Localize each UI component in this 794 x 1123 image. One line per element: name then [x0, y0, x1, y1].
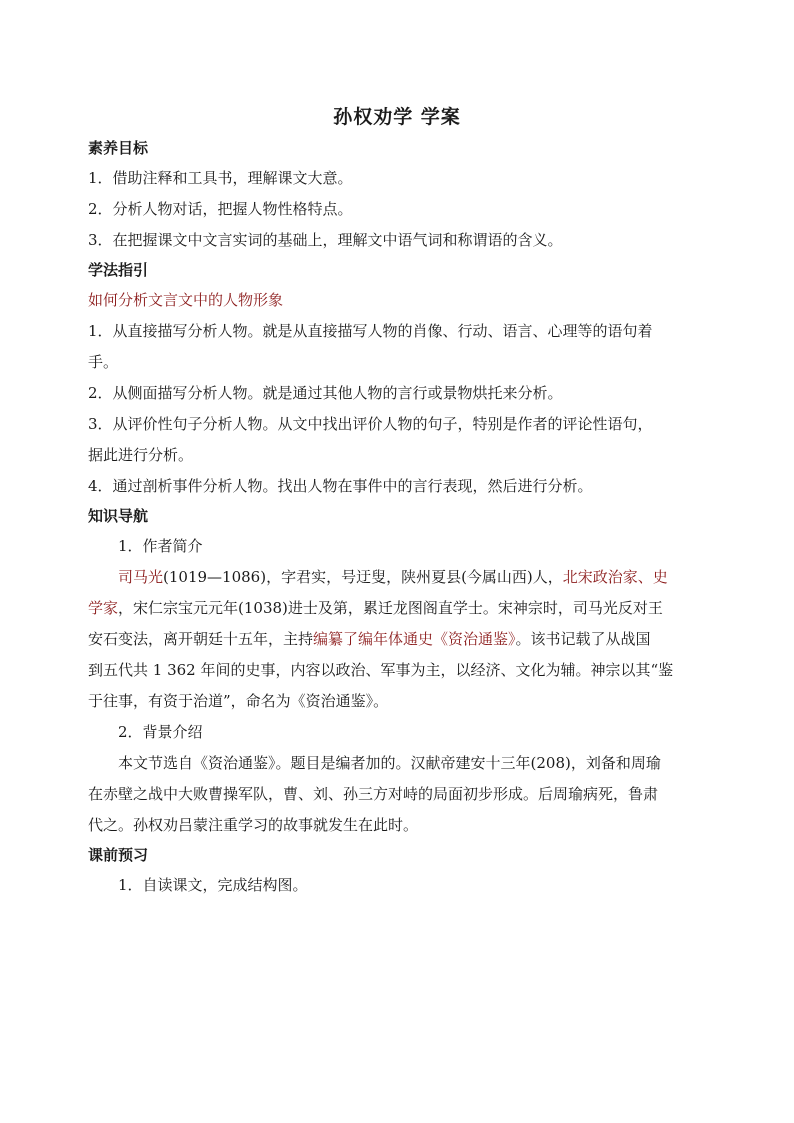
- author-name: 司马光: [118, 568, 164, 586]
- section-heading-goals: 素养目标: [88, 139, 149, 157]
- author-intro-title: 1．作者简介: [118, 537, 203, 555]
- author-work: 编纂了编年体通史《资治通鉴》: [313, 630, 516, 648]
- author-line: 于往事，有资于治道”，命名为《资治通鉴》。: [88, 692, 389, 710]
- author-text: 安石变法，离开朝廷十五年，主持: [88, 630, 314, 648]
- background-line: 在赤壁之战中大败曹操军队，曹、刘、孙三方对峙的局面初步形成。后周瑜病死，鲁肃: [88, 785, 659, 803]
- author-line: 到五代共 1 362 年间的史事，内容以政治、军事为主，以经济、文化为辅。神宗以其“鉴: [88, 661, 674, 679]
- author-line: [88, 593, 706, 624]
- method-item: 3．从评价性句子分析人物。从文中找出评价人物的句子，特别是作者的评论性语句，: [88, 415, 653, 433]
- method-subheading: 如何分析文言文中的人物形象: [88, 291, 284, 309]
- author-role: 学家: [88, 599, 119, 617]
- author-text: (1019—1086)，字君实，号迂叟，陕州夏县(今属山西)人，: [163, 568, 563, 586]
- method-item: 4．通过剖析事件分析人物。找出人物在事件中的言行表现，然后进行分析。: [88, 477, 593, 495]
- author-text: ，宋仁宗宝元元年(1038)进士及第，累迁龙图阁直学士。宋神宗时，司马光反对王: [118, 599, 663, 617]
- section-heading-knowledge: 知识导航: [88, 507, 149, 525]
- method-item: 2．从侧面描写分析人物。就是通过其他人物的言行或景物烘托来分析。: [88, 384, 563, 402]
- author-line: [88, 624, 706, 655]
- section-heading-preview: 课前预习: [88, 846, 149, 864]
- method-item: 手。: [88, 353, 119, 371]
- author-text: 。该书记载了从战国: [515, 630, 651, 648]
- background-line: 代之。孙权劝吕蒙注重学习的故事就发生在此时。: [88, 816, 419, 834]
- document-content: [88, 100, 706, 901]
- method-item: 据此进行分析。: [88, 446, 194, 464]
- goal-item: 2．分析人物对话，把握人物性格特点。: [88, 200, 353, 218]
- preview-item: 1．自读课文，完成结构图。: [118, 876, 308, 894]
- background-line: 本文节选自《资治通鉴》。题目是编者加的。汉献帝建安十三年(208)，刘备和周瑜: [118, 754, 661, 772]
- background-title: 2．背景介绍: [118, 723, 203, 741]
- method-item: 1．从直接描写分析人物。就是从直接描写人物的肖像、行动、语言、心理等的语句着: [88, 322, 653, 340]
- goal-item: 1．借助注释和工具书，理解课文大意。: [88, 169, 353, 187]
- page-title: 孙权劝学 学案: [333, 106, 461, 128]
- goal-item: 3．在把握课文中文言实词的基础上，理解文中语气词和称谓语的含义。: [88, 231, 563, 249]
- author-role: 北宋政治家、史: [562, 568, 668, 586]
- section-heading-method: 学法指引: [88, 261, 149, 279]
- author-line: [88, 562, 706, 593]
